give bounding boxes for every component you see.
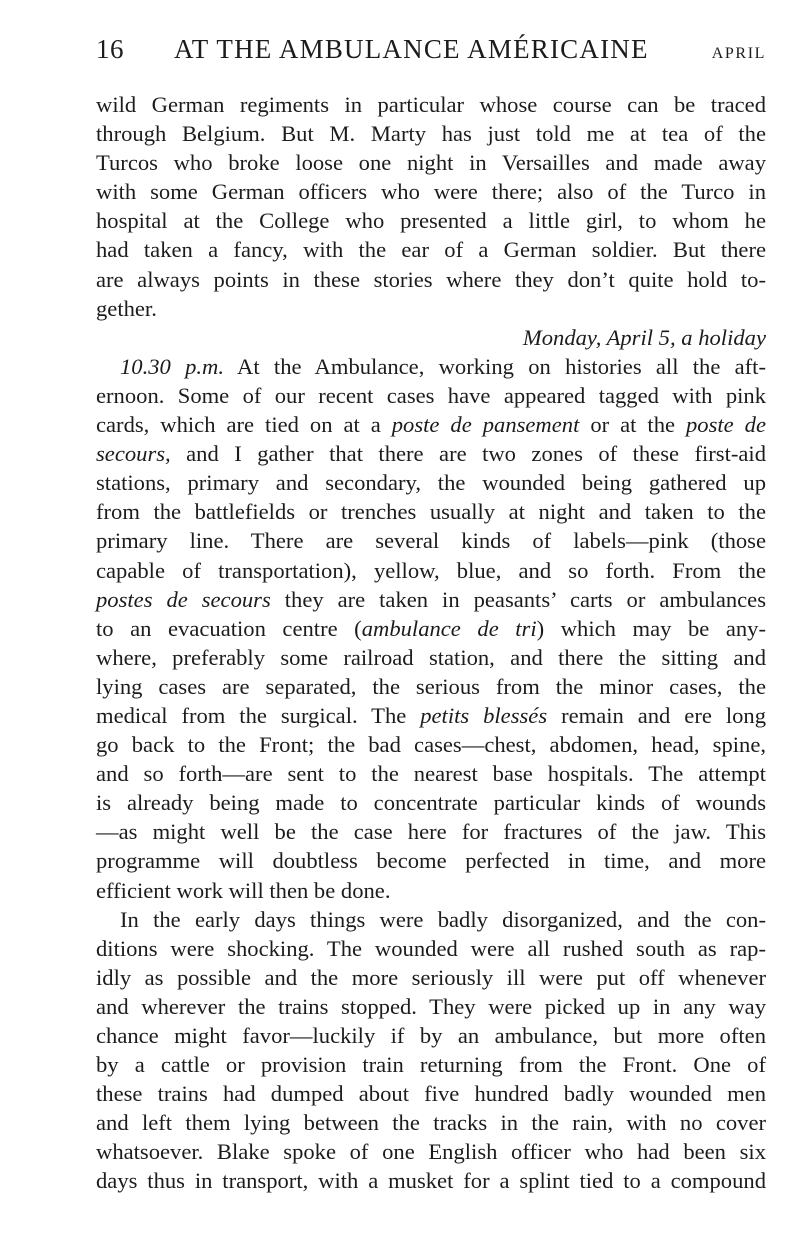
text-line: through Belgium. But M. Marty has just told me at tea of the [96,121,766,147]
running-title: AT THE AMBULANCE AMÉRICAINE [174,34,649,64]
text-line: had taken a fancy, with the ear of a German soldier. But there [96,237,766,263]
text-line: —as might well be the case here for fractures of the jaw. This [96,819,766,845]
text-line: where, preferably some railroad station, and there the sitting and [96,644,766,670]
text-line: stations, primary and secondary, the wounded being gathered up [96,470,766,496]
text-line: from the battlefields or trenches usually at night and taken to the [96,499,766,525]
text-line: ernoon. Some of our recent cases have appeared tagged with pink [96,382,766,408]
text-line: 10.30 p.m. At the Ambulance, working on histories all the aft- [120,353,766,379]
body-text [96,90,766,1196]
text-line: and left them lying between the tracks in the rain, with no cover [96,1110,766,1136]
text-line: to an evacuation centre (ambulance de tri) which may be any- [96,615,766,641]
text-line: ditions were shocking. The wounded were all rushed south as rap- [96,935,766,961]
text-line: by a cattle or provision train returning from the Front. One of [96,1052,766,1078]
running-month: APRIL [711,45,766,62]
text-line: secours, and I gather that there are two zones of these first-aid [96,441,766,467]
text-line: is already being made to concentrate particular kinds of wounds [96,790,766,816]
text-line: In the early days things were badly disorganized, and the con- [120,906,766,932]
text-line: gether. [96,295,157,321]
text-line: primary line. There are several kinds of labels—pink (those [96,528,766,554]
text-line: idly as possible and the more seriously ill were put off whenever [96,964,766,990]
text-line: capable of transportation), yellow, blue, and so forth. From the [96,557,766,583]
text-line: and so forth—are sent to the nearest base hospitals. The attempt [96,761,766,787]
page-number: 16 [96,34,124,64]
text-line: programme will doubtless become perfected in time, and more [96,848,766,874]
text-line: with some German officers who were there; also of the Turco in [96,179,766,205]
text-line: lying cases are separated, the serious from the minor cases, the [96,673,766,699]
text-line: whatsoever. Blake spoke of one English officer who had been six [96,1139,766,1165]
running-header [96,34,766,78]
text-line: postes de secours they are taken in peasants’ carts or ambulances [96,586,766,612]
book-page [96,34,766,1196]
text-line: go back to the Front; the bad cases—chest, abdomen, head, spine, [96,732,766,758]
text-line: these trains had dumped about five hundred badly wounded men [96,1081,766,1107]
text-line: cards, which are tied on at a poste de pansement or at the poste de [96,412,766,438]
text-line: wild German regiments in particular whose course can be traced [96,92,766,117]
text-line: hospital at the College who presented a little girl, to whom he [96,208,766,234]
text-line: days thus in transport, with a musket for a splint tied to a compound [96,1168,766,1194]
text-line: efficient work will then be done. [96,877,391,903]
text-line: and wherever the trains stopped. They were picked up in any way [96,993,766,1019]
entry-dateline: Monday, April 5, a holiday [522,324,766,350]
text-line: chance might favor—luckily if by an ambulance, but more often [96,1023,766,1048]
text-line: Turcos who broke loose one night in Versailles and made away [96,150,766,176]
text-line: are always points in these stories where they don’t quite hold to- [96,266,766,292]
text-line: medical from the surgical. The petits blessés remain and ere long [96,702,766,728]
